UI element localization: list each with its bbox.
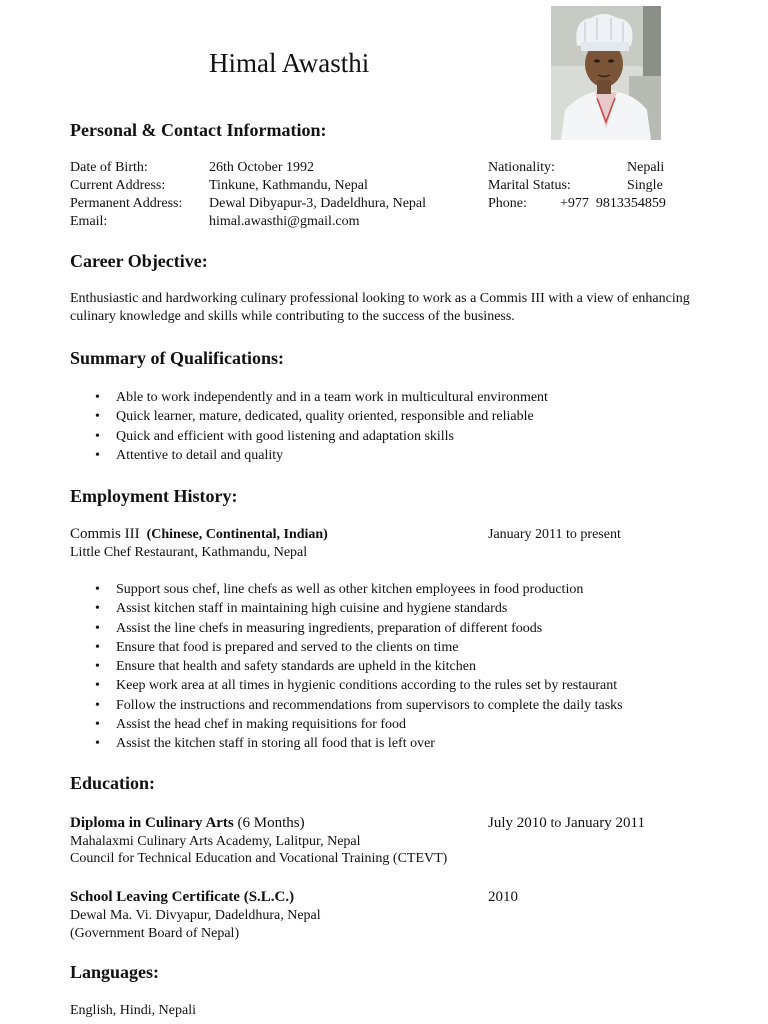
job-duties-list xyxy=(70,581,623,755)
permanent-address-label: Permanent Address: xyxy=(70,196,183,211)
diploma-title: Diploma in Culinary Arts xyxy=(70,815,234,831)
dob-value: 26th October 1992 xyxy=(209,160,314,175)
diploma-board: Council for Technical Education and Vocational Training (CTEVT) xyxy=(70,851,448,866)
job-cuisines: (Chinese, Continental, Indian) xyxy=(146,527,328,542)
email-value: himal.awasthi@gmail.com xyxy=(209,214,360,229)
phone-value: +977 9813354859 xyxy=(560,196,666,211)
marital-status-value: Single xyxy=(627,178,663,193)
list-item: • Assist kitchen staff in maintaining high cuisine and hygiene standards xyxy=(70,600,623,619)
permanent-address-value: Dewal Dibyapur-3, Dadeldhura, Nepal xyxy=(209,196,427,211)
section-heading-career: Career Objective: xyxy=(70,251,208,271)
list-item: • Assist the head chef in making requisitions for food xyxy=(70,716,623,735)
list-item: • Ensure that health and safety standards are upheld in the kitchen xyxy=(70,658,623,677)
candidate-name: Himal Awasthi xyxy=(209,48,370,78)
dob-label: Date of Birth: xyxy=(70,160,148,175)
slc-board: (Government Board of Nepal) xyxy=(70,926,240,941)
nationality-label: Nationality: xyxy=(488,160,555,175)
diploma-duration: (6 Months) xyxy=(237,815,305,831)
marital-status-label: Marital Status: xyxy=(488,178,571,193)
qualifications-list xyxy=(70,389,548,466)
slc-school: Dewal Ma. Vi. Divyapur, Dadeldhura, Nepal xyxy=(70,908,321,923)
list-item: • Follow the instructions and recommendations from supervisors to complete the daily tasks xyxy=(70,697,623,716)
current-address-value: Tinkune, Kathmandu, Nepal xyxy=(209,178,368,193)
section-heading-languages: Languages: xyxy=(70,962,160,982)
section-heading-employment: Employment History: xyxy=(70,486,238,506)
list-item: • Quick and efficient with good listening and adaptation skills xyxy=(70,428,548,447)
list-item: • Support sous chef, line chefs as well as other kitchen employees in food production xyxy=(70,581,623,600)
list-item: • Able to work independently and in a team work in multicultural environment xyxy=(70,389,548,408)
current-address-label: Current Address: xyxy=(70,178,166,193)
list-item: • Assist the kitchen staff in storing all food that is left over xyxy=(70,735,623,754)
job-title: Commis III xyxy=(70,526,140,542)
chef-portrait-photo xyxy=(551,6,661,140)
job-heading xyxy=(70,525,328,544)
section-heading-education: Education: xyxy=(70,773,156,793)
email-label: Email: xyxy=(70,214,108,229)
diploma-school: Mahalaxmi Culinary Arts Academy, Lalitpur, Nepal xyxy=(70,834,361,849)
section-heading-summary: Summary of Qualifications: xyxy=(70,348,284,368)
diploma-from: July 2010 xyxy=(488,815,547,831)
phone-label: Phone: xyxy=(488,196,527,211)
career-objective-text: Enthusiastic and hardworking culinary professional looking to work as a Commis III with a view of enhancing culinary knowledge and skills while contributing to the success of the business. xyxy=(70,291,690,324)
diploma-to: January 2011 xyxy=(565,815,645,831)
list-item: • Attentive to detail and quality xyxy=(70,447,548,466)
job-period: January 2011 to present xyxy=(488,527,621,542)
list-item: • Assist the line chefs in measuring ingredients, preparation of different foods xyxy=(70,620,623,639)
job-employer: Little Chef Restaurant, Kathmandu, Nepal xyxy=(70,545,308,560)
slc-title: School Leaving Certificate (S.L.C.) xyxy=(70,889,295,905)
section-heading-personal: Personal & Contact Information: xyxy=(70,120,327,140)
list-item: • Keep work area at all times in hygienic conditions according to the rules set by restaurant xyxy=(70,677,623,696)
diploma-period xyxy=(488,814,645,833)
list-item: • Ensure that food is prepared and served to the clients on time xyxy=(70,639,623,658)
diploma-to-word: to xyxy=(550,816,562,831)
nationality-value: Nepali xyxy=(627,160,665,175)
list-item: • Quick learner, mature, dedicated, quality oriented, responsible and reliable xyxy=(70,408,548,427)
slc-year: 2010 xyxy=(488,889,518,905)
languages-text: English, Hindi, Nepali xyxy=(70,1003,196,1018)
diploma-heading xyxy=(70,814,305,832)
